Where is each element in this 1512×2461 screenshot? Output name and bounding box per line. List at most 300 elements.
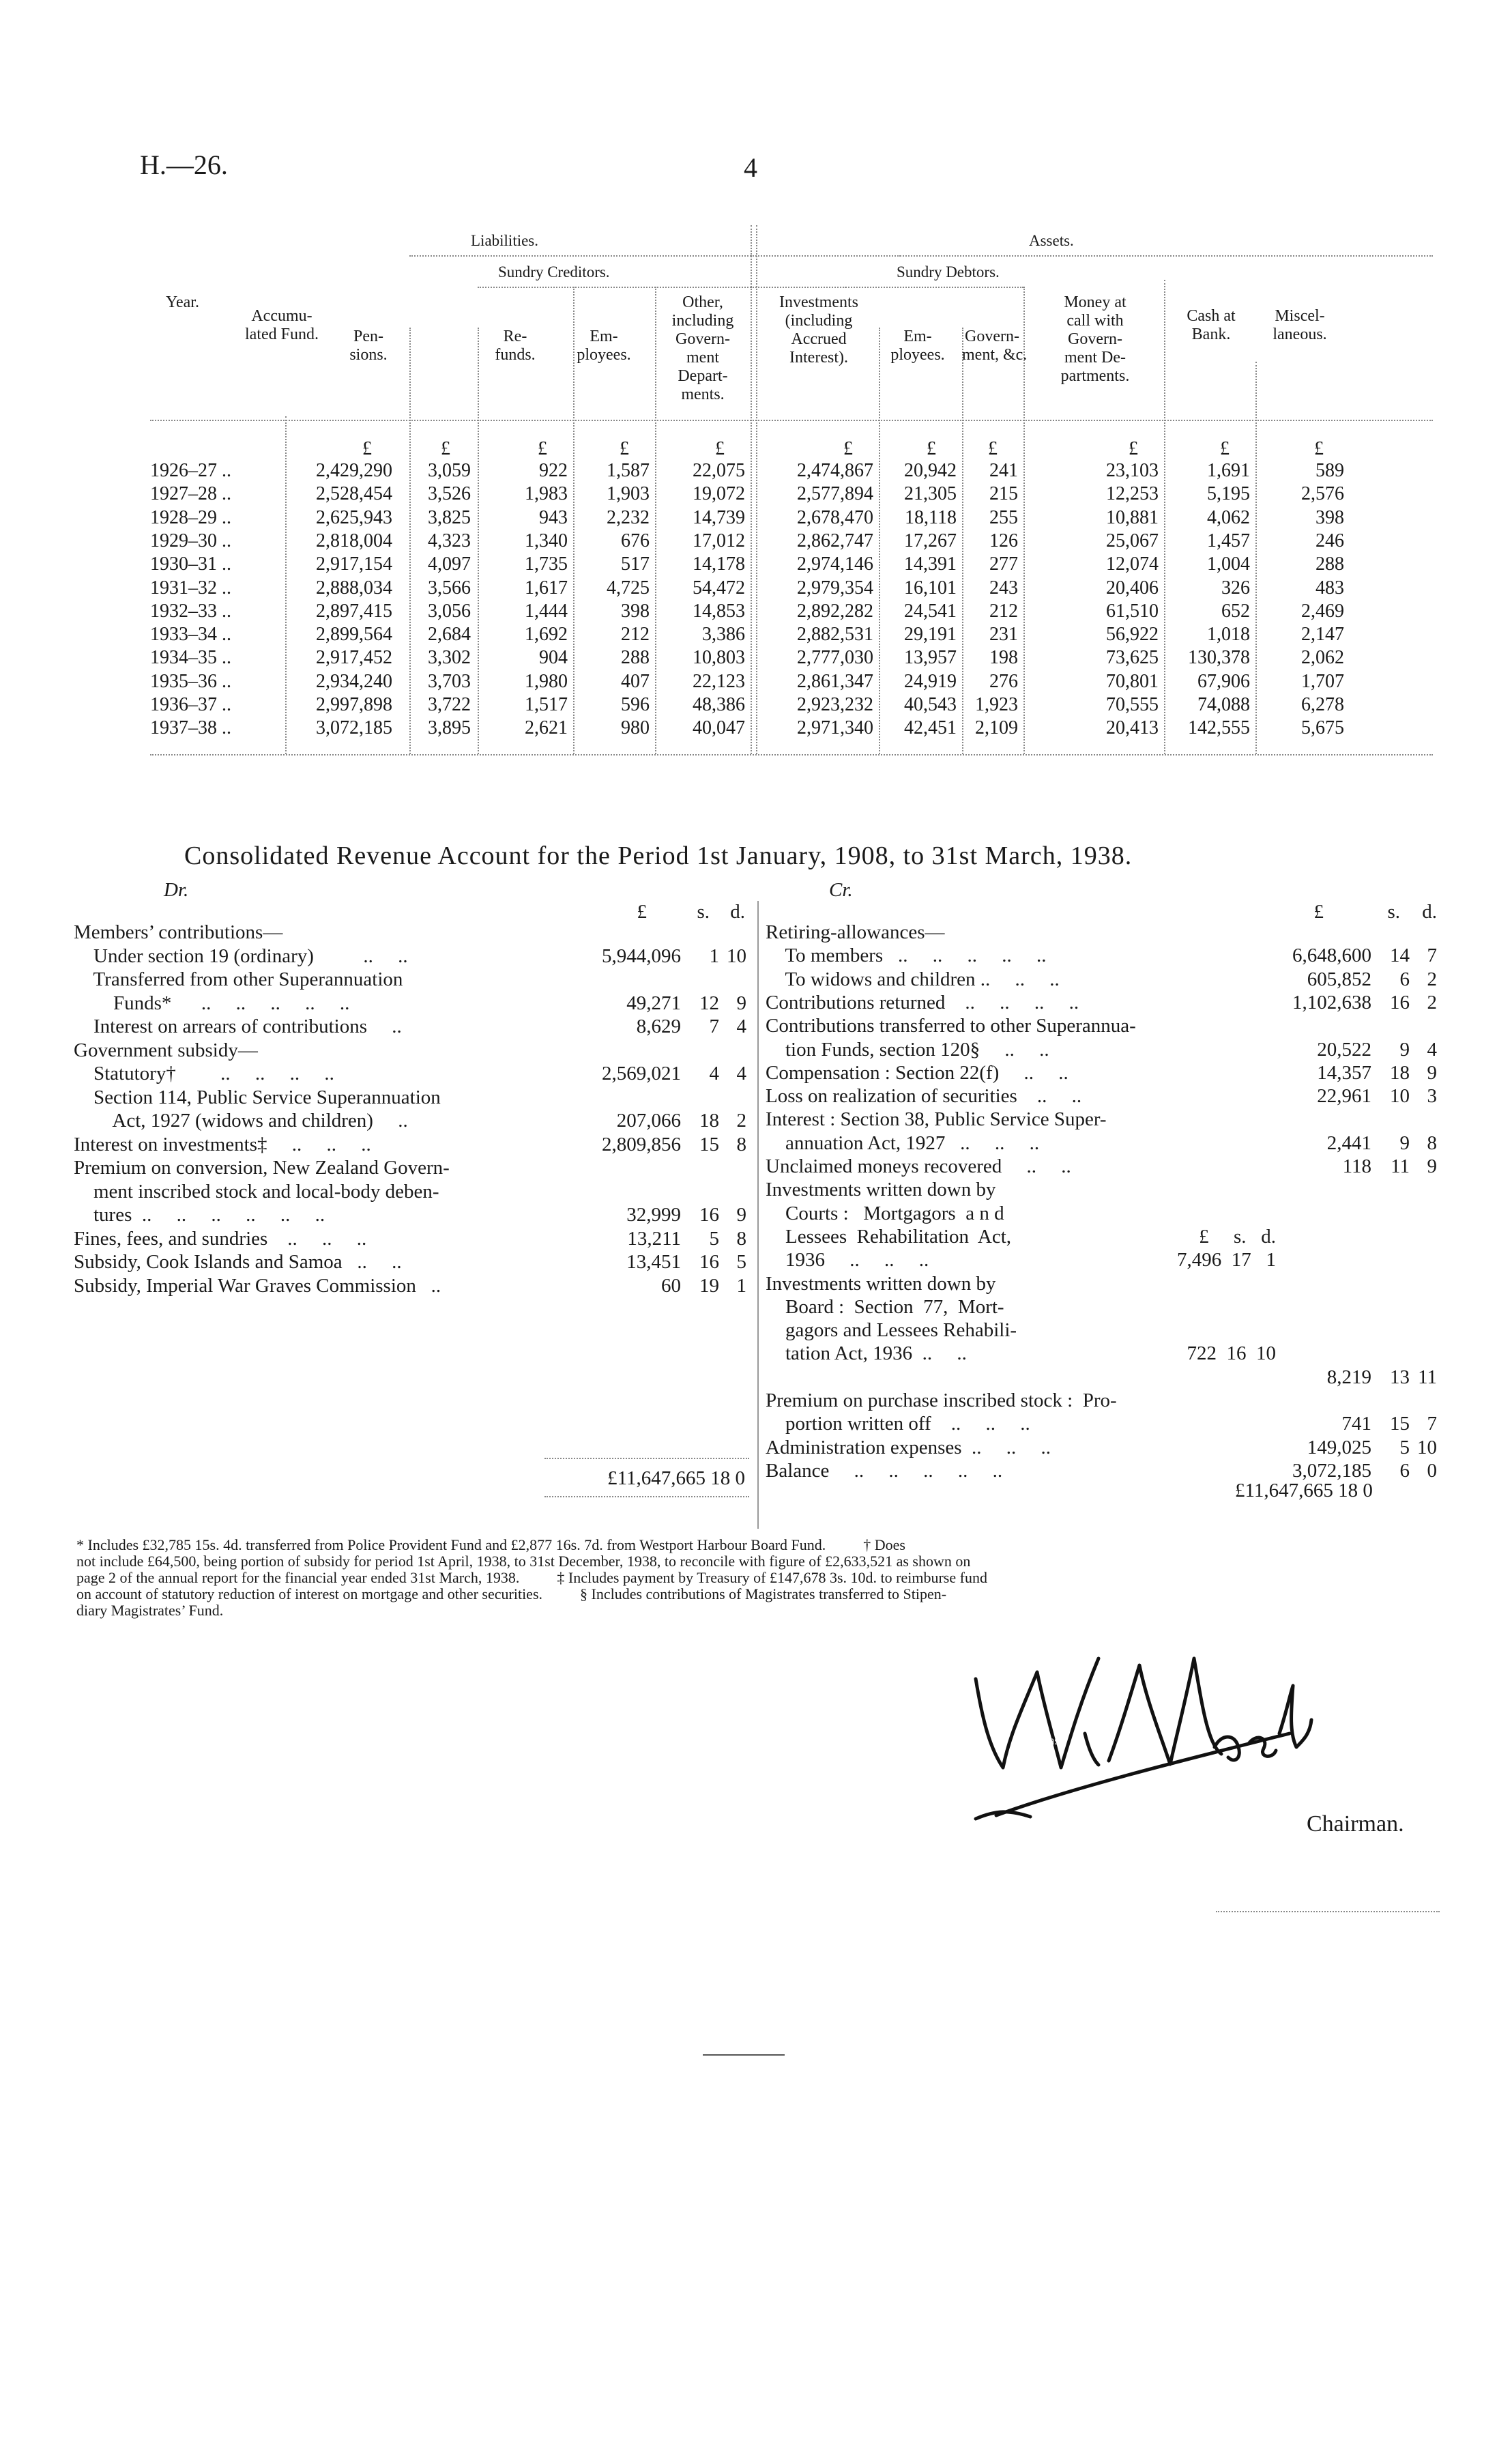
cr-head-d: d.: [1422, 901, 1437, 923]
value-cell: 276: [989, 670, 1018, 692]
table-row: [150, 577, 1433, 601]
cr-column: [766, 901, 1440, 1515]
value-cell: 1,517: [525, 694, 568, 715]
account-divider: [757, 901, 759, 1529]
value-cell: 1,903: [607, 483, 650, 505]
amount-shillings: 6: [1399, 1459, 1410, 1482]
currency-cell: £: [1129, 438, 1138, 459]
year-cell: 1929–30 ..: [150, 530, 231, 551]
value-cell: 2,577,894: [797, 483, 873, 505]
value-cell: 3,386: [702, 624, 745, 646]
amount-pence: 8: [736, 1133, 746, 1155]
amount-pounds: 2,809,856: [602, 1133, 681, 1155]
amount-pounds: 6,648,600: [1292, 945, 1371, 967]
value-cell: 17,012: [693, 530, 745, 551]
account-line-label: Interest on investments‡ .. .. ..: [74, 1133, 371, 1155]
balance-table: [150, 225, 1433, 771]
amount-pence: 2: [1427, 991, 1437, 1013]
group-sundry-creditors: Sundry Creditors.: [498, 263, 610, 280]
value-cell: 980: [621, 717, 650, 739]
value-cell: 596: [621, 694, 650, 715]
currency-cell: £: [927, 438, 936, 459]
amount-pence: 9: [736, 1204, 746, 1226]
value-cell: 1,980: [525, 670, 568, 692]
amount-shillings: 5: [1399, 1436, 1410, 1458]
value-cell: 2,934,240: [316, 670, 392, 692]
footnote-line: page 2 of the annual report for the financial year ended 31st March, 1938. ‡ Includes payment by Treasury of £147,678 3s. 10d. to reimburse fund: [76, 1569, 987, 1586]
value-cell: 2,997,898: [316, 694, 392, 715]
amount-shillings: 15: [699, 1133, 719, 1155]
value-cell: 212: [989, 600, 1018, 622]
amount-pounds: 149,025: [1307, 1436, 1371, 1458]
value-cell: 16,101: [904, 577, 957, 599]
report-code: H.—26.: [140, 149, 228, 180]
footnotes: [76, 1537, 1427, 1619]
value-cell: 483: [1315, 577, 1344, 599]
column-header: Pen- sions.: [349, 328, 388, 364]
dr-total-rule: [544, 1458, 749, 1459]
value-cell: 24,541: [904, 600, 957, 622]
table-row: [150, 460, 1433, 483]
dr-head-s: s.: [697, 901, 710, 923]
value-cell: 73,625: [1106, 647, 1159, 669]
value-cell: 3,526: [428, 483, 471, 505]
value-cell: 2,429,290: [316, 460, 392, 481]
currency-cell: £: [441, 438, 450, 459]
amount-shillings: 6: [1399, 968, 1410, 990]
account-line-label: gagors and Lessees Rehabili-: [766, 1319, 1017, 1342]
account-line-label: Act, 1927 (widows and children) ..: [74, 1110, 408, 1132]
amount-pence: 4: [1427, 1038, 1437, 1061]
account-line-label: Contributions returned .. .. .. ..: [766, 991, 1079, 1013]
year-cell: 1932–33 ..: [150, 600, 231, 622]
value-cell: 20,413: [1106, 717, 1159, 739]
value-cell: 2,899,564: [316, 624, 392, 646]
value-cell: 14,853: [693, 600, 745, 622]
value-cell: 19,072: [693, 483, 745, 505]
value-cell: 130,378: [1188, 647, 1250, 669]
account-line-label: Funds* .. .. .. .. ..: [74, 992, 350, 1014]
amount-pounds: 32,999: [626, 1204, 681, 1226]
amount-pounds: 741: [1341, 1413, 1371, 1435]
value-cell: 2,625,943: [316, 506, 392, 528]
year-cell: 1931–32 ..: [150, 577, 231, 599]
account-line-label: Compensation : Section 22(f) .. ..: [766, 1061, 1068, 1084]
account-line-label: Loss on realization of securities .. ..: [766, 1085, 1082, 1108]
value-cell: 407: [621, 670, 650, 692]
value-cell: 61,510: [1106, 600, 1159, 622]
cr-head-l: £: [1313, 901, 1324, 923]
value-cell: 4,062: [1207, 506, 1250, 528]
account-line-label: To widows and children .. .. ..: [766, 968, 1060, 990]
amount-pounds: 207,066: [616, 1110, 681, 1132]
amount-shillings: 16: [699, 1251, 719, 1273]
cr-head-s: s.: [1387, 901, 1400, 923]
value-cell: 2,979,354: [797, 577, 873, 599]
value-cell: 4,725: [607, 577, 650, 599]
amount-shillings: 16: [699, 1204, 719, 1226]
amount-pence: 9: [1427, 1061, 1437, 1084]
value-cell: 70,555: [1106, 694, 1159, 715]
account-line-label: Board : Section 77, Mort-: [766, 1295, 1004, 1318]
account-line-label: Transferred from other Superannuation: [74, 968, 403, 990]
value-cell: 3,703: [428, 670, 471, 692]
table-row: [150, 647, 1433, 670]
value-cell: 255: [989, 506, 1018, 528]
amount-pounds: 2,441: [1326, 1132, 1371, 1154]
dr-total-underline: [544, 1496, 749, 1497]
amount-shillings: 9: [1399, 1132, 1410, 1154]
value-cell: 40,047: [693, 717, 745, 739]
value-cell: 18,118: [905, 506, 957, 528]
value-cell: 398: [621, 600, 650, 622]
amount-pounds: 20,522: [1317, 1038, 1371, 1061]
value-cell: 3,722: [428, 694, 471, 715]
footnote-line: * Includes £32,785 15s. 4d. transferred from Police Provident Fund and £2,877 16s. 7d. from Westport Harbour Board Fund. † Does: [76, 1536, 905, 1553]
group-assets: Assets.: [1029, 232, 1074, 249]
value-cell: 10,803: [693, 647, 745, 669]
value-cell: 231: [989, 624, 1018, 646]
signature-role: Chairman.: [1307, 1811, 1404, 1837]
amount-pence: 9: [1427, 1155, 1437, 1177]
account-title: Consolidated Revenue Account for the Period 1st January, 1908, to 31st March, 1938.: [184, 841, 1133, 870]
value-cell: 2,897,415: [316, 600, 392, 622]
currency-cell: £: [1314, 438, 1324, 459]
account-line-label: Subsidy, Imperial War Graves Commission ..: [74, 1274, 441, 1297]
value-cell: 1,692: [525, 624, 568, 646]
account-line-label: Investments written down by: [766, 1179, 996, 1201]
amount-shillings: 18: [699, 1110, 719, 1132]
column-header: Miscel- laneous.: [1273, 307, 1327, 343]
rule-debtors: [751, 287, 1023, 288]
value-cell: 2,888,034: [316, 577, 392, 599]
currency-row: [150, 438, 1433, 461]
account-line-label: Under section 19 (ordinary) .. ..: [74, 945, 408, 967]
value-cell: 589: [1315, 460, 1344, 481]
value-cell: 20,406: [1106, 577, 1159, 599]
year-cell: 1930–31 ..: [150, 553, 231, 575]
account-line-label: Fines, fees, and sundries .. .. ..: [74, 1227, 367, 1250]
value-cell: 277: [989, 553, 1018, 575]
value-cell: 288: [621, 647, 650, 669]
currency-cell: £: [1220, 438, 1230, 459]
account-line-label: Courts : Mortgagors a n d: [766, 1202, 1004, 1224]
currency-cell: £: [715, 438, 725, 459]
amount-pounds: 8,629: [636, 1016, 681, 1037]
amount-shillings: 4: [709, 1063, 719, 1084]
column-header: Re- funds.: [495, 328, 536, 364]
amount-pence: 3: [1427, 1085, 1437, 1108]
value-cell: 1,444: [525, 600, 568, 622]
year-cell: 1926–27 ..: [150, 460, 231, 481]
value-cell: 2,576: [1301, 483, 1344, 505]
value-cell: 243: [989, 577, 1018, 599]
footnote-line: not include £64,500, being portion of subsidy for period 1st April, 1938, to 31st December, 1938, to reconcile with figure of £2,633,521 as shown on: [76, 1553, 971, 1570]
value-cell: 2,923,232: [797, 694, 873, 715]
value-cell: 2,892,282: [797, 600, 873, 622]
amount-pounds: 60: [661, 1274, 681, 1297]
value-cell: 246: [1315, 530, 1344, 551]
amount-pence: 4: [736, 1016, 746, 1037]
value-cell: 3,566: [428, 577, 471, 599]
rule-assets: [751, 255, 1433, 257]
account-line-label: Premium on purchase inscribed stock : Pro-: [766, 1390, 1117, 1411]
dr-head-l: £: [637, 901, 647, 923]
year-cell: 1935–36 ..: [150, 670, 231, 692]
value-cell: 22,123: [693, 670, 745, 692]
value-cell: 2,882,531: [797, 624, 873, 646]
value-cell: 517: [621, 553, 650, 575]
table-row: [150, 624, 1433, 647]
value-cell: 5,195: [1207, 483, 1250, 505]
amount-pence: 11: [1418, 1366, 1437, 1388]
table-row: [150, 483, 1433, 506]
amount-pounds: 8,219: [1326, 1366, 1371, 1388]
value-cell: 3,895: [428, 717, 471, 739]
value-cell: 29,191: [904, 624, 957, 646]
value-cell: 142,555: [1188, 717, 1250, 739]
column-header: Other, including Govern- ment Depart- ments.: [671, 293, 734, 403]
value-cell: 2,971,340: [797, 717, 873, 739]
account-line-label: Section 114, Public Service Superannuation: [74, 1086, 441, 1108]
table-row: [150, 530, 1433, 553]
value-cell: 1,457: [1207, 530, 1250, 551]
amount-shillings: 11: [1391, 1155, 1410, 1177]
value-cell: 5,675: [1301, 717, 1344, 739]
account-line-label: Lessees Rehabilitation Act,: [766, 1225, 1012, 1248]
amount-shillings: 5: [709, 1227, 719, 1250]
value-cell: 70,801: [1106, 670, 1159, 692]
page-number: 4: [744, 152, 757, 183]
amount-shillings: 15: [1390, 1413, 1410, 1435]
footnote-line: diary Magistrates’ Fund.: [76, 1602, 224, 1619]
amount-shillings: 9: [1399, 1038, 1410, 1061]
value-cell: 2,062: [1301, 647, 1344, 669]
value-cell: 2,678,470: [797, 506, 873, 528]
account-line-label: Investments written down by: [766, 1272, 996, 1295]
account-line-label: tures .. .. .. .. .. ..: [74, 1204, 325, 1226]
amount-pence: 7: [1427, 945, 1437, 967]
value-cell: 23,103: [1106, 460, 1159, 481]
amount-shillings: 1: [709, 945, 719, 967]
amount-pounds: 13,451: [626, 1251, 681, 1273]
account-line-label: annuation Act, 1927 .. .. ..: [766, 1132, 1040, 1154]
value-cell: 2,777,030: [797, 647, 873, 669]
amount-pence: 0: [1427, 1459, 1437, 1482]
sub-amount: 7,496 17 1: [1177, 1249, 1276, 1271]
column-header: Cash at Bank.: [1187, 307, 1236, 343]
value-cell: 20,942: [904, 460, 957, 481]
currency-cell: £: [538, 438, 547, 459]
amount-shillings: 16: [1390, 991, 1410, 1013]
value-cell: 212: [621, 624, 650, 646]
cr-label: Cr.: [829, 879, 853, 901]
value-cell: 198: [989, 647, 1018, 669]
amount-pence: 8: [736, 1227, 746, 1250]
amount-pounds: 118: [1342, 1155, 1371, 1177]
value-cell: 14,739: [693, 506, 745, 528]
account-line-label: Members’ contributions—: [74, 921, 283, 943]
currency-cell: £: [988, 438, 998, 459]
currency-cell: £: [362, 438, 372, 459]
value-cell: 2,684: [428, 624, 471, 646]
value-cell: 12,074: [1106, 553, 1159, 575]
column-header: Accumu- lated Fund.: [245, 307, 319, 343]
currency-cell: £: [620, 438, 629, 459]
account-line-label: Retiring-allowances—: [766, 921, 945, 943]
year-cell: 1928–29 ..: [150, 506, 231, 528]
account-line-label: Administration expenses .. .. ..: [766, 1436, 1051, 1458]
value-cell: 326: [1221, 577, 1250, 599]
account-line-label: Interest : Section 38, Public Service Super-: [766, 1108, 1107, 1131]
amount-pounds: 605,852: [1307, 968, 1371, 990]
value-cell: 2,974,146: [797, 553, 873, 575]
value-cell: 3,825: [428, 506, 471, 528]
amount-pounds: 13,211: [627, 1227, 681, 1250]
account-line-label: Unclaimed moneys recovered .. ..: [766, 1155, 1071, 1177]
amount-shillings: 19: [699, 1274, 719, 1297]
amount-pounds: 49,271: [626, 992, 681, 1014]
amount-pence: 10: [1417, 1436, 1437, 1458]
value-cell: 126: [989, 530, 1018, 551]
table-row: [150, 601, 1433, 624]
amount-pounds: 1,102,638: [1292, 991, 1371, 1013]
value-cell: 1,707: [1301, 670, 1344, 692]
account-line-label: Interest on arrears of contributions ..: [74, 1016, 402, 1037]
amount-pence: 2: [736, 1110, 746, 1132]
dr-head-d: d.: [730, 901, 745, 923]
account-line-label: ment inscribed stock and local-body deben-: [74, 1180, 439, 1203]
amount-shillings: 10: [1390, 1085, 1410, 1108]
group-sundry-debtors: Sundry Debtors.: [897, 263, 1000, 280]
value-cell: 652: [1221, 600, 1250, 622]
rule-table-bottom: [150, 754, 1433, 755]
table-row: [150, 553, 1433, 577]
column-header: Em- ployees.: [577, 328, 631, 364]
column-header: Money at call with Govern- ment De- partments.: [1060, 293, 1130, 385]
group-liabilities: Liabilities.: [471, 232, 539, 249]
value-cell: 14,178: [693, 553, 745, 575]
signature-graphic: [935, 1631, 1317, 1836]
amount-pence: 5: [736, 1251, 746, 1273]
value-cell: 21,305: [904, 483, 957, 505]
column-header: Investments (including Accrued Interest).: [779, 293, 858, 366]
amount-shillings: 7: [709, 1016, 719, 1037]
value-cell: 3,072,185: [316, 717, 392, 739]
value-cell: 67,906: [1197, 670, 1250, 692]
account-line-label: Subsidy, Cook Islands and Samoa .. ..: [74, 1251, 402, 1273]
value-cell: 12,253: [1106, 483, 1159, 505]
value-cell: 2,917,154: [316, 553, 392, 575]
value-cell: 1,983: [525, 483, 568, 505]
value-cell: 1,923: [975, 694, 1018, 715]
value-cell: 2,109: [975, 717, 1018, 739]
value-cell: 943: [539, 506, 568, 528]
value-cell: 14,391: [904, 553, 957, 575]
value-cell: 13,957: [904, 647, 957, 669]
table-row: [150, 717, 1433, 740]
year-cell: 1934–35 ..: [150, 647, 231, 669]
value-cell: 1,004: [1207, 553, 1250, 575]
value-cell: 398: [1315, 506, 1344, 528]
value-cell: 1,587: [607, 460, 650, 481]
table-row: [150, 694, 1433, 717]
value-cell: 48,386: [693, 694, 745, 715]
value-cell: 1,340: [525, 530, 568, 551]
value-cell: 25,067: [1106, 530, 1159, 551]
sub-amount: £ s. d.: [1199, 1225, 1276, 1248]
amount-pence: 4: [736, 1063, 746, 1084]
account-line-label: Premium on conversion, New Zealand Govern-: [74, 1157, 450, 1179]
value-cell: 2,917,452: [316, 647, 392, 669]
account-line-label: tation Act, 1936 .. ..: [766, 1342, 967, 1365]
amount-pounds: 5,944,096: [602, 945, 681, 967]
table-row: [150, 671, 1433, 694]
amount-pence: 1: [736, 1274, 746, 1297]
amount-pence: 2: [1427, 968, 1437, 990]
value-cell: 2,861,347: [797, 670, 873, 692]
dr-label: Dr.: [164, 879, 189, 901]
value-cell: 2,147: [1301, 624, 1344, 646]
value-cell: 904: [539, 647, 568, 669]
value-cell: 4,097: [428, 553, 471, 575]
value-cell: 3,059: [428, 460, 471, 481]
table-row: [150, 507, 1433, 530]
column-header: Govern- ment, &c.: [962, 328, 1028, 364]
year-cell: 1927–28 ..: [150, 483, 231, 505]
value-cell: 1,735: [525, 553, 568, 575]
value-cell: 40,543: [904, 694, 957, 715]
amount-pounds: 22,961: [1317, 1085, 1371, 1108]
value-cell: 1,018: [1207, 624, 1250, 646]
account-line-label: tion Funds, section 120§ .. ..: [766, 1038, 1049, 1061]
value-cell: 6,278: [1301, 694, 1344, 715]
value-cell: 10,881: [1106, 506, 1159, 528]
year-cell: 1937–38 ..: [150, 717, 231, 739]
account-line-label: Government subsidy—: [74, 1039, 258, 1061]
value-cell: 2,469: [1301, 600, 1344, 622]
column-header: Em- ployees.: [890, 328, 945, 364]
value-cell: 922: [539, 460, 568, 481]
value-cell: 215: [989, 483, 1018, 505]
value-cell: 74,088: [1197, 694, 1250, 715]
value-cell: 2,818,004: [316, 530, 392, 551]
amount-pounds: 14,357: [1317, 1061, 1371, 1084]
account-line-label: portion written off .. .. ..: [766, 1413, 1030, 1435]
amount-shillings: 18: [1390, 1061, 1410, 1084]
value-cell: 2,474,867: [797, 460, 873, 481]
value-cell: 54,472: [693, 577, 745, 599]
footnote-line: on account of statutory reduction of interest on mortgage and other securities. § Includes contributions of Magistrates transferred to Stipen-: [76, 1585, 947, 1602]
value-cell: 2,528,454: [316, 483, 392, 505]
value-cell: 241: [989, 460, 1018, 481]
account-line-label: Statutory† .. .. .. ..: [74, 1063, 334, 1084]
amount-pence: 8: [1427, 1132, 1437, 1154]
value-cell: 56,922: [1106, 624, 1159, 646]
amount-pence: 9: [736, 992, 746, 1014]
account-line-label: Contributions transferred to other Superannua-: [766, 1015, 1136, 1037]
value-cell: 3,056: [428, 600, 471, 622]
amount-shillings: 13: [1390, 1366, 1410, 1388]
value-cell: 3,302: [428, 647, 471, 669]
amount-pence: 7: [1427, 1413, 1437, 1435]
dr-total: £11,647,665 18 0: [607, 1467, 745, 1489]
value-cell: 2,862,747: [797, 530, 873, 551]
year-cell: 1936–37 ..: [150, 694, 231, 715]
value-cell: 2,232: [607, 506, 650, 528]
amount-pounds: 2,569,021: [602, 1063, 681, 1084]
amount-shillings: 14: [1390, 945, 1410, 967]
